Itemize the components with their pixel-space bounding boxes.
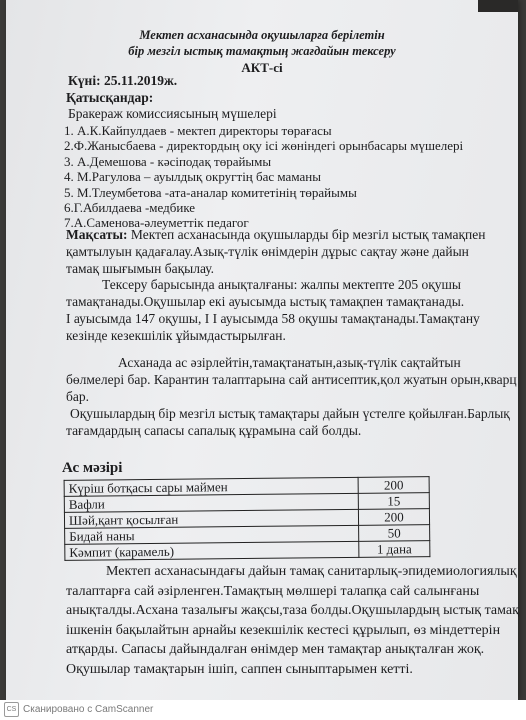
date-line (68, 72, 177, 89)
member-item: 6.Г.Абилдаева -медбике (64, 200, 196, 216)
member-item: 7.А.Саменова-әлеуметтік педагог (64, 215, 249, 231)
goal-label: Мақсаты: (66, 227, 128, 242)
doc-act-label: АКТ-сі (241, 60, 283, 75)
conclusion-text-6: Оқушылар тамақтарын ішіп, саппен сыныптарымен кетті. (66, 661, 413, 677)
goal-text-2: қамтылуын қадағалау.Азық-түлік өнімдерін дұрыс сақтау және дайын (66, 244, 469, 259)
findings-text-2: тамақтанады.Оқушылар екі ауысымда ыстық тамақпен тамақтанады. (66, 294, 465, 309)
member-item: 5. М.Тлеумбетова -ата-аналар комитетінің төрайымы (64, 184, 357, 200)
conclusion-paragraph (66, 562, 526, 679)
menu-item-value: 15 (358, 493, 429, 510)
conclusion-text-2: талаптарға сай әзірленген.Тамақтың мөлшері талапқа сай салынғаны (66, 583, 480, 599)
menu-table (64, 476, 431, 561)
menu-item-name: Кәмпит (карамель) (65, 541, 359, 560)
table-row (65, 541, 430, 561)
kitchen-text-3: бар. (66, 389, 89, 404)
scanner-footer (0, 700, 526, 720)
scanner-watermark-text: Сканировано с CamScanner (23, 704, 154, 715)
conclusion-text-5: атқарды. Сапасы дайындалған өнімдер мен тамақтар анықталған жоқ. (66, 642, 485, 657)
conclusion-text-4: ішкенін бақылайтын арнайы кезекшілік кестесі құрылып, өз міндеттерін (66, 622, 501, 638)
participants-label: Қатысқандар: (66, 90, 154, 105)
kitchen-text-1: Асханада ас әзірлейтін,тамақтанатын,азық-түлік сақтайтын (118, 355, 461, 370)
participants-sub: Бракераж комиссиясының мүшелері (68, 106, 277, 121)
menu-item-value: 200 (358, 509, 429, 526)
menu-item-value: 1 дана (359, 541, 430, 558)
page-corner (478, 0, 518, 12)
menu-item-name: Вафли (64, 493, 358, 512)
member-item: 3. А.Демешова - кәсіподақ төрайымы (64, 153, 272, 169)
findings-paragraph (66, 276, 521, 344)
menu-item-name: Бидай наны (65, 525, 359, 544)
menu-item-name: Күріш ботқасы сары маймен (64, 477, 358, 496)
menu-item-value: 200 (358, 477, 429, 494)
doc-title-line-2: бір мезгіл ыстық тамақтың жағдайын тексеру (128, 44, 396, 58)
kitchen-text-5: тағамдардың сапасы сапалық құрамына сай болды. (66, 423, 362, 438)
date-value: 25.11.2019ж. (103, 73, 178, 88)
goal-text-1: Мектеп асханасында оқушыларды бір мезгіл ыстық тамақпен (127, 227, 486, 242)
menu-title: Ас мәзірі (62, 460, 123, 476)
doc-title-line-1: Мектеп асханасында оқушыларға берілетін (139, 28, 385, 42)
conclusion-text-3: анықталды.Асхана тазалығы жақсы,таза болды.Оқушылардың ыстық тамақ (66, 603, 519, 618)
goal-text-3: тамақ шығымын бақылау. (66, 261, 215, 276)
document-page (6, 0, 518, 700)
kitchen-paragraph (66, 354, 521, 439)
kitchen-text-2: бөлмелері бар. Карантин талаптарына сай антисептик,қол жуатын орын,кварц (66, 372, 517, 387)
date-label: Күні: (68, 73, 101, 88)
conclusion-text-1: Мектеп асханасындағы дайын тамақ санитарлық-эпидемиологиялық (106, 564, 517, 579)
findings-text-4: кезінде кезекшілік ұйымдастырылған. (66, 328, 286, 343)
goal-paragraph (66, 226, 521, 277)
menu-item-name: Шәй,қант қосылған (64, 509, 358, 528)
member-item: 4. М.Рагулова – ауылдық округтің бас маманы (64, 169, 321, 185)
member-item: 1. А.К.Кайпулдаев - мектеп директоры төрағасы (64, 123, 332, 138)
findings-text-1: Тексеру барысында анықталғаны: жалпы мектепте 205 оқушы (102, 277, 461, 292)
kitchen-text-4: Оқушылардың бір мезгіл ыстық тамақтары дайын үстелге қойылған.Барлық (70, 406, 510, 421)
findings-text-3: I ауысымда 147 оқушы, I I ауысымда 58 оқушы тамақтанады.Тамақтану (66, 311, 480, 326)
member-item: 2.Ф.Жанысбаева - директордың оқу ісі жөніндегі орынбасары мүшелері (64, 138, 464, 154)
menu-item-value: 50 (359, 525, 430, 542)
members-list (64, 123, 463, 231)
camscanner-logo-icon: CS (4, 702, 19, 717)
